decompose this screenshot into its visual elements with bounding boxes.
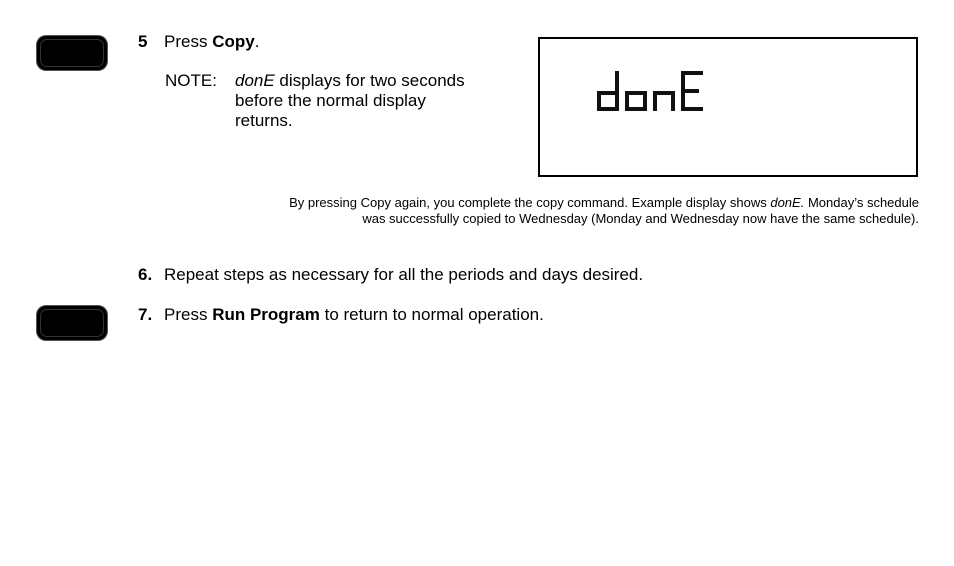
- note-line1: displays for two seconds: [274, 71, 465, 90]
- step-number: 5: [138, 32, 148, 51]
- lcd-display: [538, 37, 918, 177]
- run-program-label: Run Program: [212, 305, 320, 324]
- copy-label: Copy: [212, 32, 255, 51]
- lcd-segment-text: [595, 69, 715, 115]
- caption-italic: donE.: [770, 195, 805, 210]
- caption-line2: was successfully copied to Wednesday (Monday and Wednesday now have the same schedule).: [362, 211, 919, 226]
- step-text: Repeat steps as necessary for all the periods and days desired.: [164, 265, 644, 284]
- step-number: 6.: [138, 265, 153, 284]
- note-text: [235, 71, 485, 131]
- step-text: [164, 32, 259, 52]
- step-text-pre: Press: [164, 305, 213, 324]
- step-text-pre: Press: [164, 32, 213, 51]
- note-line2: before the normal display: [235, 91, 426, 110]
- copy-key-icon: [37, 36, 107, 70]
- step-number: 7.: [138, 305, 153, 324]
- caption-part1: By pressing Copy again, you complete the copy command. Example display shows: [289, 195, 771, 210]
- step-text: [164, 305, 544, 325]
- run-program-key-icon: [37, 306, 107, 340]
- note-label: NOTE:: [165, 71, 217, 90]
- step-text-post: to return to normal operation.: [319, 305, 544, 324]
- note-line3: returns.: [235, 111, 293, 130]
- figure-caption: [240, 195, 919, 227]
- caption-part2: Monday’s schedule: [804, 195, 919, 210]
- step-text-post: .: [254, 32, 260, 51]
- note-italic: donE: [235, 71, 275, 90]
